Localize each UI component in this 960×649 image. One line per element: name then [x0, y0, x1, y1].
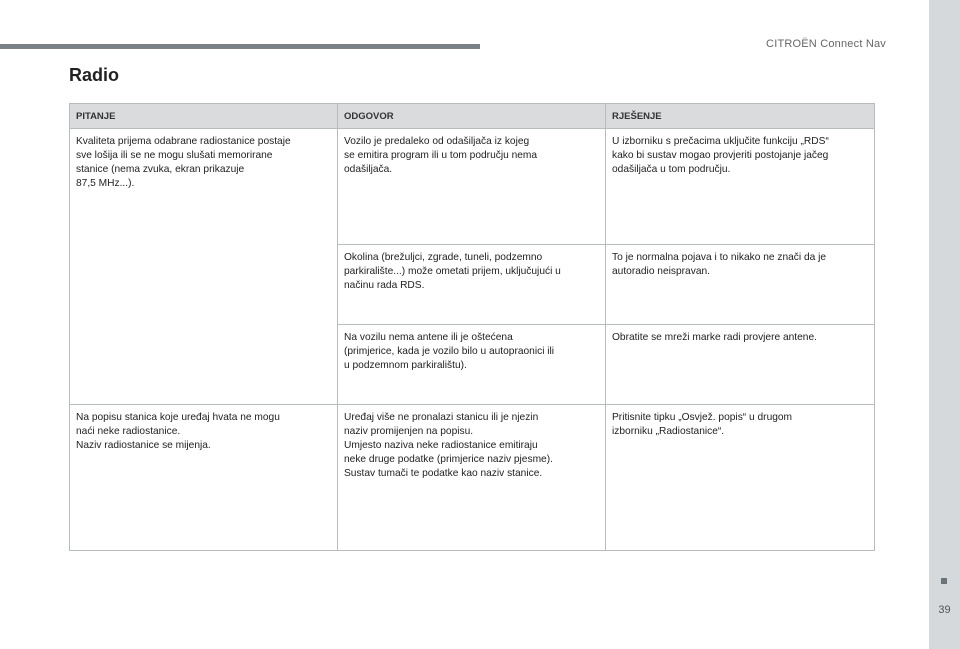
- page-number: 39: [938, 604, 951, 616]
- solution-text: Pritisnite tipku „Osvjež. popis“ u drugom izborniku „Radiostanice“.: [612, 412, 793, 437]
- side-margin-strip: [929, 0, 960, 649]
- page-marker-square: [941, 578, 947, 584]
- question-cell: [70, 129, 338, 405]
- header-rule: [0, 44, 480, 49]
- header-answer: ODGOVOR: [338, 104, 606, 129]
- question-text: Na popisu stanica koje uređaj hvata ne mogu naći neke radiostanice. Naziv radiostanice se mijenja.: [76, 412, 280, 451]
- solution-cell: [606, 405, 875, 551]
- table-row: [70, 405, 875, 551]
- answer-text: Vozilo je predaleko od odašiljača iz kojeg se emitira program ili u tom području nema odašiljača.: [344, 136, 538, 175]
- answer-text: Uređaj više ne pronalazi stanicu ili je njezin naziv promijenjen na popisu. Umjesto naziva neke radiostanice emitiraju neke druge podatke (primjerice naziv pjesme). Sustav tumači te podatke kao naziv stanice.: [344, 412, 553, 479]
- table-row: [70, 129, 875, 245]
- header-solution: RJEŠENJE: [606, 104, 875, 129]
- section-title: Radio: [69, 65, 120, 85]
- troubleshooting-table: [69, 103, 875, 551]
- solution-text: Obratite se mreži marke radi provjere antene.: [612, 332, 817, 343]
- question-cell: [70, 405, 338, 551]
- table-header-row: [70, 104, 875, 129]
- solution-text: To je normalna pojava i to nikako ne znači da je autoradio neispravan.: [612, 252, 827, 277]
- header-question: PITANJE: [70, 104, 338, 129]
- answer-text: Na vozilu nema antene ili je oštećena (primjerice, kada je vozilo bilo u autopraonici ili u podzemnom parkiralištu).: [344, 332, 555, 371]
- answer-text: Okolina (brežuljci, zgrade, tuneli, podzemno parkiralište...) može ometati prijem, uključujući u načinu rada RDS.: [344, 252, 561, 291]
- answer-cell: [338, 325, 606, 405]
- answer-cell: [338, 245, 606, 325]
- solution-cell: [606, 325, 875, 405]
- question-text: Kvaliteta prijema odabrane radiostanice postaje sve lošija ili se ne mogu slušati memorirane stanice (nema zvuka, ekran prikazuje 87,5 MHz...).: [76, 136, 291, 189]
- manual-brand-title: CITROËN Connect Nav: [766, 38, 886, 50]
- solution-text: U izborniku s prečacima uključite funkciju „RDS“ kako bi sustav mogao provjeriti postojanje jačeg odašiljača u tom području.: [612, 136, 829, 175]
- solution-cell: [606, 245, 875, 325]
- answer-cell: [338, 129, 606, 245]
- solution-cell: [606, 129, 875, 245]
- answer-cell: [338, 405, 606, 551]
